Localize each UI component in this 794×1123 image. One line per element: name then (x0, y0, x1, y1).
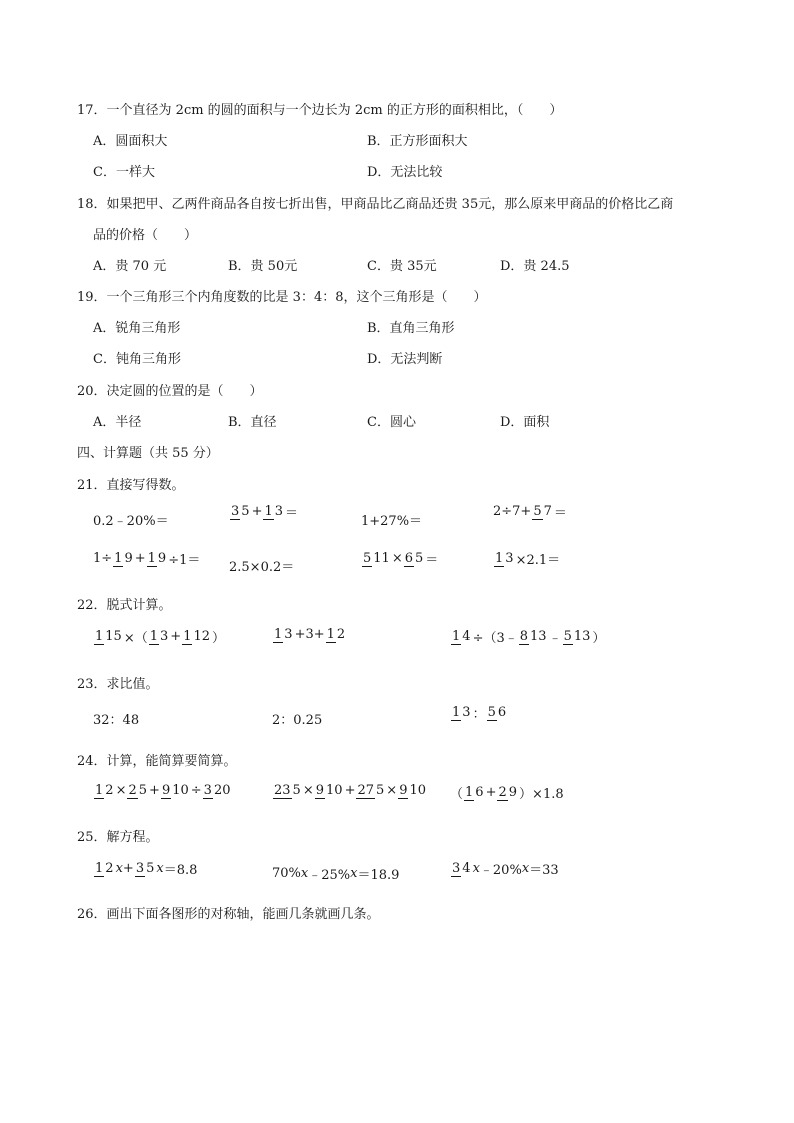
fraction: 1 6 (465, 785, 484, 800)
q21-expr-2: 3 5 + 1 3 ＝ (231, 504, 299, 521)
q18-stem-continued: 品的价格（ ） (93, 228, 198, 243)
q17-option-d: D．无法比较 (367, 165, 443, 180)
q21-expr-1: 0.2﹣20%＝ (93, 514, 169, 529)
q23-expr-3: 1 3 ： 5 6 (452, 705, 507, 722)
q20-option-b: B．直径 (228, 415, 277, 430)
q22-stem: 22．脱式计算。 (77, 598, 172, 613)
fraction: 9 10 (315, 783, 343, 798)
q22-expr-1: 1 15 ×（ 1 3 + 1 12 ） (95, 629, 226, 646)
fraction: 23 5 (274, 783, 301, 798)
q18-option-b: B．贵 50元 (228, 259, 298, 274)
fraction: 1 9 (114, 551, 133, 566)
fraction: 3 20 (203, 783, 231, 798)
fraction: 9 10 (161, 783, 189, 798)
fraction: 8 13 (519, 629, 547, 644)
q19-stem: 19．一个三角形三个内角度数的比是 3：4：8，这个三角形是（ ） (77, 290, 487, 305)
q17-option-c: C．一样大 (93, 165, 155, 180)
q18-stem: 18．如果把甲、乙两件商品各自按七折出售，甲商品比乙商品还贵 35元，那么原来甲商品的价格比乙商 (77, 197, 674, 212)
q23-stem: 23．求比值。 (77, 677, 159, 692)
q26-stem: 26．画出下面各图形的对称轴，能画几条就画几条。 (77, 907, 380, 922)
fraction: 3 4 (452, 861, 471, 876)
fraction: 1 12 (183, 629, 211, 644)
fraction: 1 3 (264, 504, 284, 519)
q20-option-d: D．面积 (500, 415, 550, 430)
q18-option-a: A．贵 70 元 (93, 259, 167, 274)
q24-expr-2: 23 5 × 9 10 + 27 5 × 9 10 (274, 783, 427, 798)
q22-expr-3: 1 4 ÷（3﹣ 8 13 ﹣ 5 13 ） (452, 629, 606, 646)
q21-expr-3: 1+27%＝ (361, 514, 423, 529)
q25-stem: 25．解方程。 (77, 830, 159, 845)
fraction: 1 3 (149, 629, 169, 644)
q21-expr-4: 2÷7+ 5 7 ＝ (493, 504, 567, 521)
fraction: 9 10 (399, 783, 427, 798)
fraction: 3 5 (135, 861, 155, 876)
fraction: 1 2 (326, 627, 346, 642)
q17-option-a: A．圆面积大 (93, 134, 168, 149)
q20-option-a: A．半径 (93, 415, 142, 430)
fraction: 1 2 (95, 783, 114, 798)
q24-expr-1: 1 2 × 2 5 + 9 10 ÷ 3 20 (95, 783, 231, 798)
q18-option-c: C．贵 35元 (367, 259, 437, 274)
q21-expr-5: 1÷ 1 9 + 1 9 ÷1＝ (93, 551, 201, 568)
fraction: 1 2 (95, 861, 114, 876)
q20-stem: 20．决定圆的位置的是（ ） (77, 384, 263, 399)
fraction: 2 5 (128, 783, 148, 798)
q17-option-b: B．正方形面积大 (367, 134, 468, 149)
fraction: 1 3 (452, 705, 471, 720)
fraction: 6 5 (404, 551, 424, 566)
q21-expr-6: 2.5×0.2＝ (229, 560, 295, 575)
q25-equation-2: 70% x ﹣25% x ＝18.9 (272, 866, 400, 883)
fraction: 2 9 (498, 785, 518, 800)
q18-option-d: D．贵 24.5 (500, 259, 570, 274)
fraction: 5 7 (533, 504, 552, 519)
fraction: 1 9 (147, 551, 167, 566)
q19-option-d: D．无法判断 (367, 352, 443, 367)
fraction: 27 5 (357, 783, 385, 798)
q24-stem: 24．计算，能简算要简算。 (77, 754, 237, 769)
q19-option-a: A．锐角三角形 (93, 321, 181, 336)
fraction: 5 11 (363, 551, 390, 566)
q17-stem: 17．一个直径为 2cm 的圆的面积与一个边长为 2cm 的正方形的面积相比，（ ） (77, 103, 563, 118)
fraction: 1 3 (274, 627, 293, 642)
fraction: 1 3 (495, 551, 514, 566)
q25-equation-1: 1 2 x + 3 5 x ＝8.8 (95, 861, 198, 878)
fraction: 3 5 (231, 504, 250, 519)
q25-equation-3: 3 4 x ﹣20% x ＝33 (452, 861, 559, 878)
q21-expr-8: 1 3 ×2.1＝ (495, 551, 561, 568)
q22-expr-2: 1 3 +3+ 1 2 (274, 627, 346, 642)
fraction: 5 13 (563, 629, 591, 644)
q19-option-b: B．直角三角形 (367, 321, 455, 336)
q23-expr-2: 2：0.25 (272, 713, 323, 728)
q23-expr-1: 32：48 (93, 713, 140, 728)
fraction: 5 6 (487, 705, 507, 720)
q21-expr-7: 5 11 × 6 5 ＝ (363, 551, 439, 568)
fraction: 1 4 (452, 629, 471, 644)
q21-stem: 21．直接写得数。 (77, 478, 185, 493)
q24-expr-3: （ 1 6 + 2 9 ）×1.8 (450, 785, 564, 802)
q19-option-c: C．钝角三角形 (93, 352, 181, 367)
q20-option-c: C．圆心 (367, 415, 416, 430)
fraction: 1 15 (95, 629, 122, 644)
section-heading: 四、计算题（共 55 分） (77, 446, 219, 461)
